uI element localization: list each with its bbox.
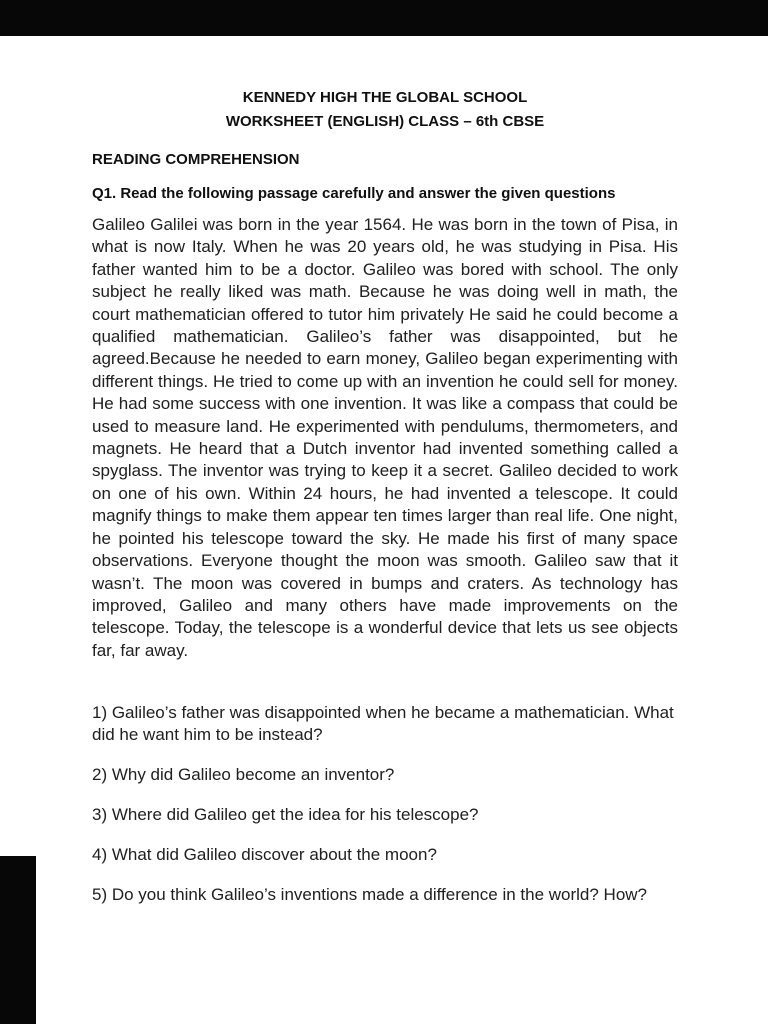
questions-list xyxy=(92,702,678,906)
scan-background-left xyxy=(0,856,36,1024)
question-4: 4) What did Galileo discover about the moon? xyxy=(92,845,437,865)
worksheet-page xyxy=(0,36,768,1024)
question-instruction: Q1. Read the following passage carefully and answer the given questions xyxy=(92,185,616,202)
question-3: 3) Where did Galileo get the idea for his telescope? xyxy=(92,805,479,825)
school-name-title: KENNEDY HIGH THE GLOBAL SCHOOL xyxy=(242,89,528,106)
page-content xyxy=(0,36,768,906)
question-5: 5) Do you think Galileo’s inventions made a difference in the world? How? xyxy=(92,885,648,905)
question-2: 2) Why did Galileo become an inventor? xyxy=(92,765,395,785)
question-1: 1) Galileo’s father was disappointed when he became a mathematician. What did he want him to be instead? xyxy=(92,703,674,745)
worksheet-subtitle: WORKSHEET (ENGLISH) CLASS – 6th CBSE xyxy=(225,113,545,130)
scan-background-top xyxy=(0,0,768,36)
section-heading: READING COMPREHENSION xyxy=(92,151,300,168)
reading-passage: Galileo Galilei was born in the year 1564. He was born in the town of Pisa, in what is now Italy. When he was 20 years old, he was studying in Pisa. His father wanted him to be a doctor. Galileo was bored with school. The only subject he really liked was math. Because he was doing well in math, the court mathematician offered to tutor him privately He said he could become a qualified mathematician. Galileo’s father was disappointed, but he agreed.Because he needed to earn money, Galileo began experimenting with different things. He tried to come up with an invention he could sell for money. He had some success with one invention. It was like a compass that could be used to measure land. He experimented with pendulums, thermometers, and magnets. He heard that a Dutch inventor had invented something called a spyglass. The inventor was trying to keep it a secret. Galileo decided to work on one of his own. Within 24 hours, he had invented a telescope. It could magnify things to make them appear ten times larger than real life. One night, he pointed his telescope toward the sky. He made his first of many space observations. Everyone thought the moon was smooth. Galileo saw that it wasn’t. The moon was covered in bumps and craters. As technology has improved, Galileo and many others have made improvements on the telescope. Today, the telescope is a wonderful device that lets us see objects far, far away. xyxy=(92,215,678,660)
